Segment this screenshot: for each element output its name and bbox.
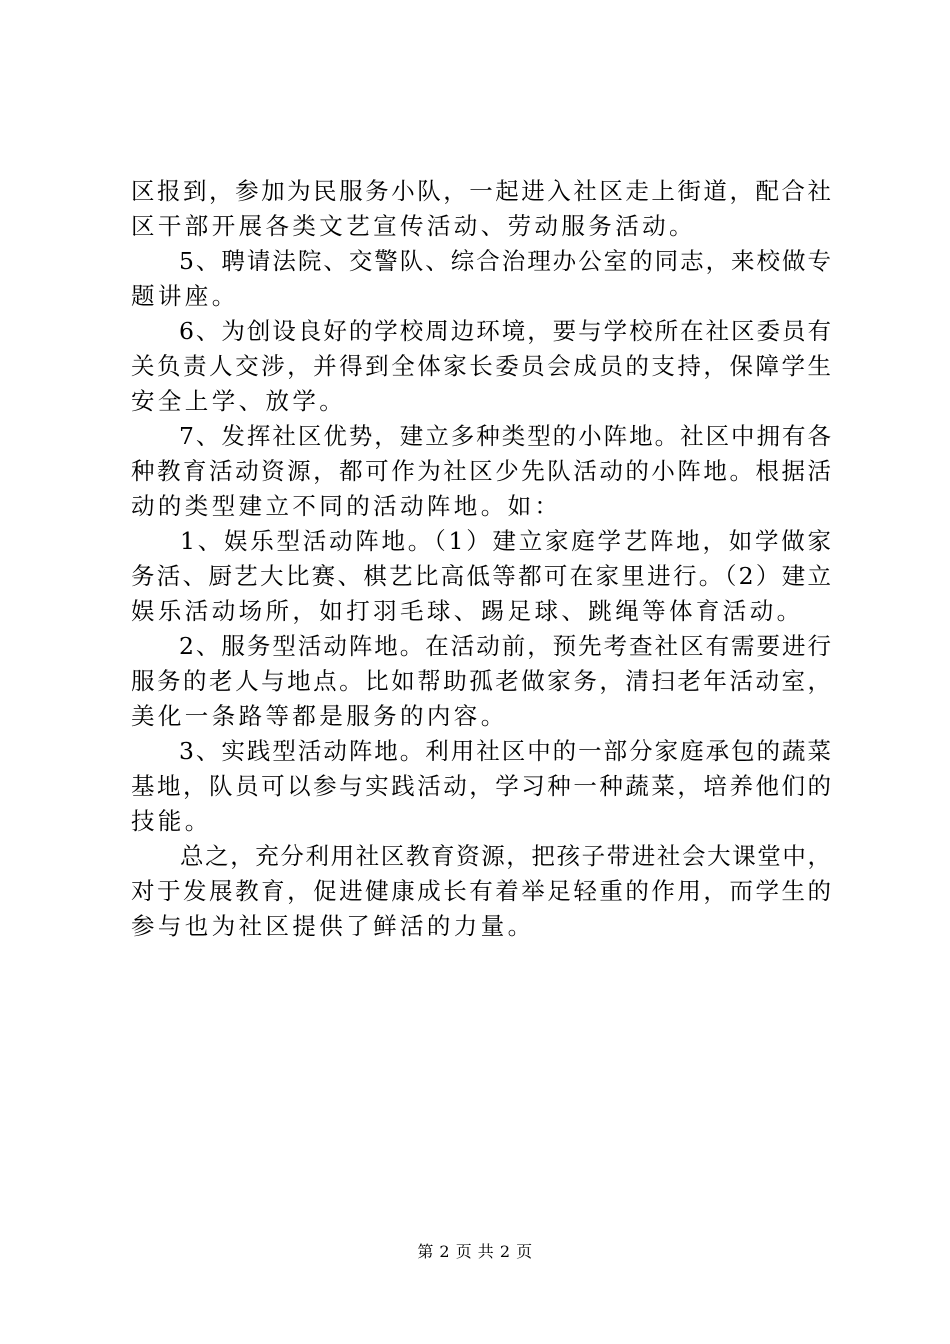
document-body (131, 174, 831, 944)
text-line: 娱乐活动场所，如打羽毛球、踢足球、跳绳等体育活动。 (131, 597, 804, 625)
text-line: 对于发展教育，促进健康成长有着举足轻重的作用，而学生的 (131, 877, 831, 905)
text-line: 6、为创设良好的学校周边环境，要与学校所在社区委员有 (179, 317, 831, 345)
text-line: 区干部开展各类文艺宣传活动、劳动服务活动。 (131, 212, 696, 240)
text-line: 3、实践型活动阵地。利用社区中的一部分家庭承包的蔬菜 (179, 737, 831, 765)
text-line: 2、服务型活动阵地。在活动前，预先考查社区有需要进行 (179, 632, 831, 660)
text-line: 安全上学、放学。 (131, 387, 347, 415)
page-number-footer: 第 2 页 共 2 页 (417, 1242, 533, 1261)
text-line: 务活、厨艺大比赛、棋艺比高低等都可在家里进行。（2）建立 (131, 562, 831, 590)
text-line: 种教育活动资源，都可作为社区少先队活动的小阵地。根据活 (131, 457, 831, 485)
text-line: 区报到，参加为民服务小队，一起进入社区走上街道，配合社 (131, 177, 831, 205)
text-line: 题讲座。 (131, 282, 239, 310)
text-line: 7、发挥社区优势，建立多种类型的小阵地。社区中拥有各 (179, 422, 831, 450)
text-line: 总之，充分利用社区教育资源，把孩子带进社会大课堂中， (180, 842, 831, 870)
text-line: 5、聘请法院、交警队、综合治理办公室的同志，来校做专 (179, 247, 831, 275)
text-line: 服务的老人与地点。比如帮助孤老做家务，清扫老年活动室， (131, 667, 831, 695)
text-line: 基地，队员可以参与实践活动，学习种一种蔬菜，培养他们的 (131, 772, 831, 800)
text-line: 美化一条路等都是服务的内容。 (131, 702, 508, 730)
text-line: 技能。 (131, 807, 212, 835)
text-line: 关负责人交涉，并得到全体家长委员会成员的支持，保障学生 (131, 352, 831, 380)
text-line: 动的类型建立不同的活动阵地。如： (131, 492, 562, 520)
text-line: 参与也为社区提供了鲜活的力量。 (131, 912, 535, 940)
text-line: 1、娱乐型活动阵地。（1）建立家庭学艺阵地，如学做家 (180, 527, 831, 555)
